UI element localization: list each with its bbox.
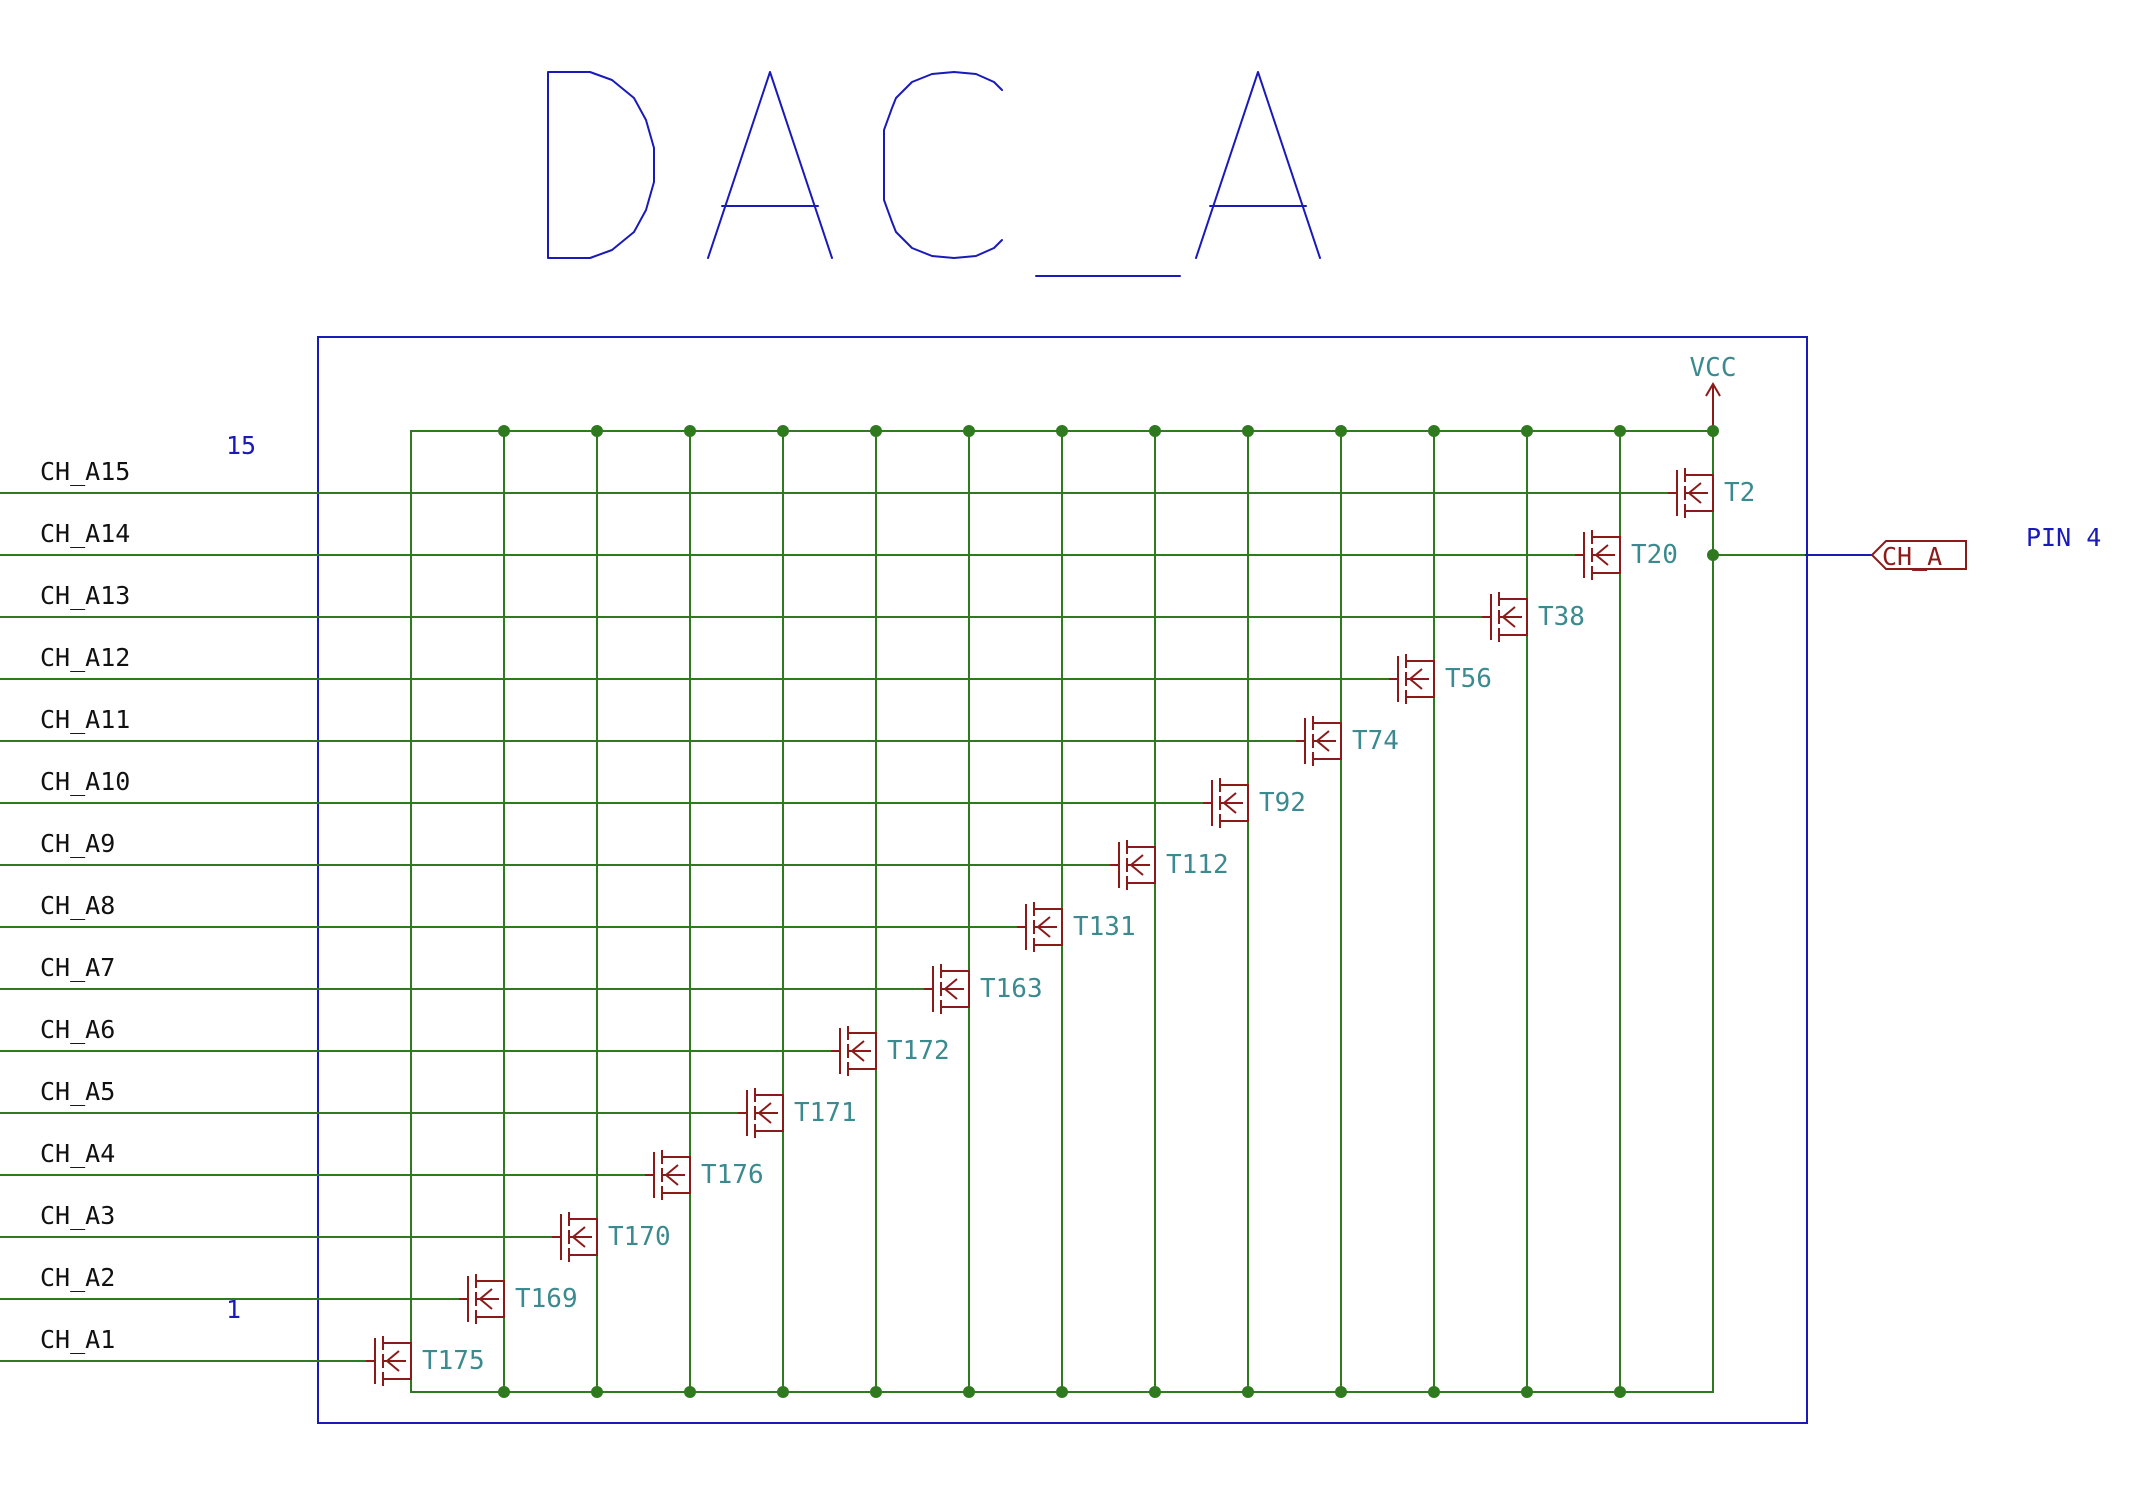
transistor-ref-t20: T20 [1631,540,1678,570]
net-label-ch-a15: CH_A15 [40,457,131,486]
transistor-t163 [925,965,969,1013]
transistor-t169 [460,1275,504,1323]
net-label-ch-a4: CH_A4 [40,1139,116,1168]
junction-bottom [1242,1386,1254,1398]
wires [0,384,1966,1392]
transistor-ref-t92: T92 [1259,788,1306,818]
net-label-ch-a2: CH_A2 [40,1263,116,1292]
transistor-ref-t2: T2 [1724,478,1756,508]
junction-bottom [963,1386,975,1398]
transistor-t175 [367,1337,411,1385]
junction-bottom [1521,1386,1533,1398]
junction-bottom [591,1386,603,1398]
title-glyph-d [548,72,654,258]
junction-top [777,425,789,437]
junction-bottom [1149,1386,1161,1398]
junction-bottom [1614,1386,1626,1398]
transistor-t56 [1390,655,1434,703]
junction-top [1521,425,1533,437]
transistor-t131 [1018,903,1062,951]
junction-top [1056,425,1068,437]
junction-bottom [870,1386,882,1398]
junction-top [1428,425,1440,437]
junction-top [1707,425,1719,437]
transistor-t92 [1204,779,1248,827]
transistor-ref-t172: T172 [887,1036,950,1066]
transistor-ref-t131: T131 [1073,912,1136,942]
transistor-ref-t171: T171 [794,1098,857,1128]
transistor-t170 [553,1213,597,1261]
junction-output [1707,549,1719,561]
transistor-t112 [1111,841,1155,889]
transistor-ref-t112: T112 [1166,850,1229,880]
transistor-ref-t176: T176 [701,1160,764,1190]
net-label-ch-a1: CH_A1 [40,1325,116,1354]
junction-bottom [498,1386,510,1398]
pin-label: PIN 4 [2026,523,2102,552]
junction-bottom [684,1386,696,1398]
junction-top [963,425,975,437]
junction-top [1149,425,1161,437]
transistor-t172 [832,1027,876,1075]
junction-top [870,425,882,437]
net-label-ch-a13: CH_A13 [40,581,131,610]
net-label-ch-a6: CH_A6 [40,1015,116,1044]
net-label-ch-a9: CH_A9 [40,829,116,858]
net-label-ch-a8: CH_A8 [40,891,116,920]
title-glyph-c [884,72,1002,258]
title-glyph-a2 [1196,72,1320,258]
transistor-t171 [739,1089,783,1137]
junction-bottom [1056,1386,1068,1398]
output-port-label: CH_A [1882,542,1943,571]
junction-top [1335,425,1347,437]
net-label-ch-a14: CH_A14 [40,519,131,548]
junction-top [684,425,696,437]
junction-bottom [1335,1386,1347,1398]
transistor-ref-t175: T175 [422,1346,485,1376]
transistor-ref-t56: T56 [1445,664,1492,694]
net-label-ch-a7: CH_A7 [40,953,116,982]
transistor-t74 [1297,717,1341,765]
index-top-label: 15 [226,431,257,460]
transistor-t176 [646,1151,690,1199]
junction-top [1614,425,1626,437]
transistor-ref-t163: T163 [980,974,1043,1004]
transistor-t20 [1576,531,1620,579]
transistor-ref-t169: T169 [515,1284,578,1314]
transistor-t2 [1669,469,1713,517]
net-label-ch-a10: CH_A10 [40,767,131,796]
net-label-ch-a11: CH_A11 [40,705,131,734]
net-label-ch-a5: CH_A5 [40,1077,116,1106]
vcc-label: VCC [1689,353,1737,383]
junction-top [498,425,510,437]
junction-bottom [1428,1386,1440,1398]
title-glyph-a1 [708,72,832,258]
net-label-ch-a3: CH_A3 [40,1201,116,1230]
junction-top [1242,425,1254,437]
junction-top [591,425,603,437]
title-text [548,72,1320,276]
transistor-t38 [1483,593,1527,641]
net-label-ch-a12: CH_A12 [40,643,131,672]
index-bottom-label: 1 [226,1295,242,1324]
transistor-ref-t170: T170 [608,1222,671,1252]
junction-bottom [777,1386,789,1398]
transistor-ref-t74: T74 [1352,726,1399,756]
transistor-ref-t38: T38 [1538,602,1585,632]
